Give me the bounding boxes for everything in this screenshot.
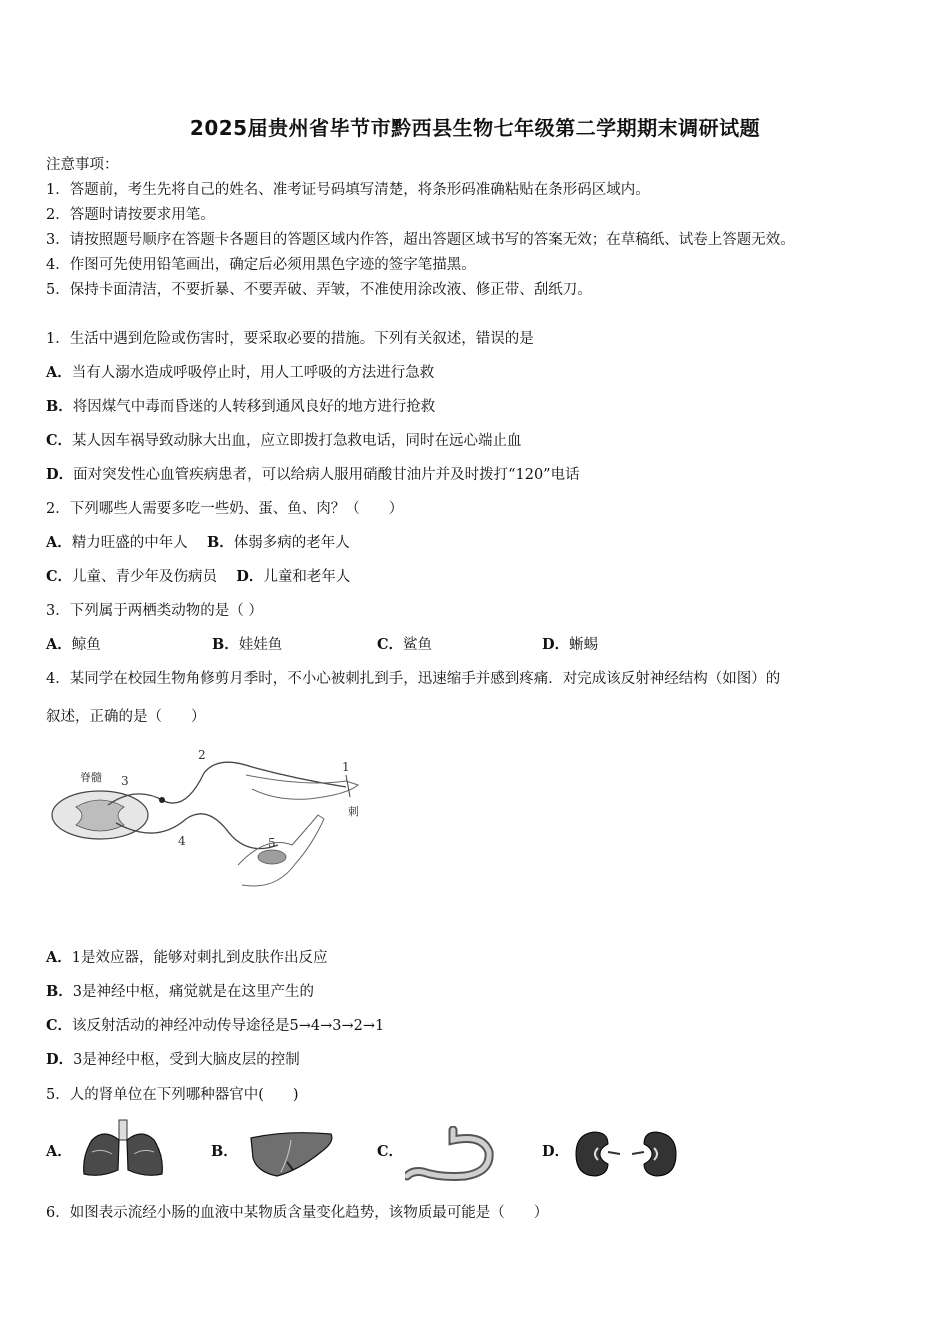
receptor-line bbox=[346, 775, 350, 797]
question-1-option-a bbox=[46, 361, 434, 382]
option-label: C． bbox=[46, 568, 73, 585]
notice-item-3: 3．请按照题号顺序在答题卡各题目的答题区域内作答，超出答题区域书写的答案无效；在草稿纸、试卷上答题无效。 bbox=[46, 232, 795, 248]
question-3-options bbox=[0, 633, 950, 655]
stomach-icon bbox=[405, 1126, 495, 1182]
page-title: 2025届贵州省毕节市黔西县生物七年级第二学期期末调研试题 bbox=[189, 116, 761, 140]
notice-item-4: 4．作图可先使用铅笔画出，确定后必须用黑色字迹的签字笔描黑。 bbox=[46, 257, 476, 273]
option-text: 面对突发性心血管疾病患者，可以给病人服用硝酸甘油片并及时拨打“120”电话 bbox=[73, 467, 580, 483]
question-1-option-b bbox=[46, 395, 435, 416]
option-label: D． bbox=[542, 636, 570, 653]
question-3-option-b bbox=[212, 633, 282, 654]
option-text: 3是神经中枢，受到大脑皮层的控制 bbox=[73, 1052, 300, 1068]
question-6-stem: 6．如图表示流经小肠的血液中某物质含量变化趋势，该物质最可能是（ ） bbox=[46, 1205, 549, 1221]
option-label: C． bbox=[46, 1017, 73, 1034]
option-text: 蜥蜴 bbox=[569, 637, 599, 653]
question-4-stem-line-1: 4．某同学在校园生物角修剪月季时，不小心被刺扎到手，迅速缩手并感到疼痛．对完成该反射神经结构（如图）的 bbox=[46, 671, 781, 687]
notice-heading: 注意事项： bbox=[46, 157, 119, 173]
question-4-option-b bbox=[46, 980, 314, 1001]
option-label: B． bbox=[46, 983, 73, 1000]
option-label: D． bbox=[46, 1051, 74, 1068]
option-label: B． bbox=[212, 636, 239, 653]
option-text: 儿童、青少年及伤病员 bbox=[72, 569, 218, 585]
question-1-stem: 1．生活中遇到危险或伤害时，要采取必要的措施。下列有关叙述，错误的是 bbox=[46, 331, 534, 347]
label-3: 3 bbox=[121, 774, 129, 788]
question-4-option-c bbox=[46, 1014, 384, 1035]
option-label: D． bbox=[46, 466, 74, 483]
notice-item-1: 1．答题前，考生先将自己的姓名、准考证号码填写清楚，将条形码准确粘贴在条形码区域内。 bbox=[46, 182, 650, 198]
liver-icon bbox=[247, 1128, 337, 1180]
lungs-icon bbox=[78, 1118, 168, 1180]
question-3-option-a bbox=[46, 633, 101, 654]
label-1: 1 bbox=[342, 760, 350, 774]
option-text: 鲸鱼 bbox=[71, 637, 101, 653]
option-text: 娃娃鱼 bbox=[238, 637, 283, 653]
question-3-option-c bbox=[377, 633, 432, 654]
question-2-options-row-1 bbox=[46, 531, 350, 552]
question-4-option-d bbox=[46, 1048, 300, 1069]
question-2-options-row-2 bbox=[46, 565, 350, 586]
option-label: D． bbox=[542, 1143, 570, 1160]
option-text: 3是神经中枢，痛觉就是在这里产生的 bbox=[72, 984, 314, 1000]
option-label: D． bbox=[236, 568, 264, 585]
kidney-icon bbox=[572, 1128, 682, 1180]
notice-item-5: 5．保持卡面清洁，不要折暴、不要弄破、弄皱，不准使用涂改液、修正带、刮纸刀。 bbox=[46, 282, 592, 298]
label-thorn: 刺 bbox=[348, 805, 359, 818]
question-3-option-d bbox=[542, 633, 598, 654]
option-text: 将因煤气中毒而昏迷的人转移到通风良好的地方进行抢救 bbox=[72, 399, 436, 415]
option-label: A． bbox=[46, 364, 72, 381]
notice-item-2: 2．答题时请按要求用笔。 bbox=[46, 207, 215, 223]
option-label: A． bbox=[46, 949, 72, 966]
question-2-stem: 2．下列哪些人需要多吃一些奶、蛋、鱼、肉？（ ） bbox=[46, 501, 404, 517]
option-label: A． bbox=[46, 1143, 72, 1160]
arm-sketch bbox=[238, 815, 324, 886]
question-4-option-a bbox=[46, 946, 328, 967]
option-text: 体弱多病的老年人 bbox=[233, 535, 350, 551]
question-1-option-c bbox=[46, 429, 522, 450]
muscle-shape bbox=[258, 850, 286, 864]
label-4: 4 bbox=[178, 834, 186, 848]
option-label: A． bbox=[46, 534, 72, 551]
question-3-stem: 3．下列属于两栖类动物的是（ ） bbox=[46, 603, 263, 619]
option-text: 儿童和老年人 bbox=[263, 569, 351, 585]
option-label: C． bbox=[377, 1143, 404, 1160]
label-5: 5 bbox=[268, 836, 276, 850]
ganglion-dot bbox=[159, 797, 165, 803]
gray-matter-shape bbox=[76, 800, 124, 831]
option-text: 该反射活动的神经冲动传导途径是5→4→3→2→1 bbox=[72, 1018, 385, 1034]
option-label: B． bbox=[46, 398, 73, 415]
option-text: 鲨鱼 bbox=[403, 637, 433, 653]
option-text: 某人因车祸导致动脉大出血，应立即拨打急救电话，同时在远心端止血 bbox=[72, 433, 522, 449]
option-text: 1是效应器，能够对刺扎到皮肤作出反应 bbox=[71, 950, 328, 966]
option-text: 当有人溺水造成呼吸停止时，用人工呼吸的方法进行急救 bbox=[71, 365, 435, 381]
option-label: B． bbox=[206, 534, 234, 551]
reflex-arc-figure bbox=[46, 745, 376, 895]
question-1-option-d bbox=[46, 463, 580, 484]
option-label: C． bbox=[377, 636, 404, 653]
option-label: A． bbox=[46, 636, 72, 653]
option-label: B． bbox=[211, 1143, 238, 1160]
question-4-stem-line-2: 叙述，正确的是（ ） bbox=[46, 709, 206, 725]
option-label: C． bbox=[46, 432, 73, 449]
option-text: 精力旺盛的中年人 bbox=[71, 535, 188, 551]
label-spinal-cord: 脊髓 bbox=[80, 771, 102, 784]
label-2: 2 bbox=[198, 748, 206, 762]
question-5-stem: 5．人的肾单位在下列哪种器官中( ) bbox=[46, 1087, 299, 1103]
